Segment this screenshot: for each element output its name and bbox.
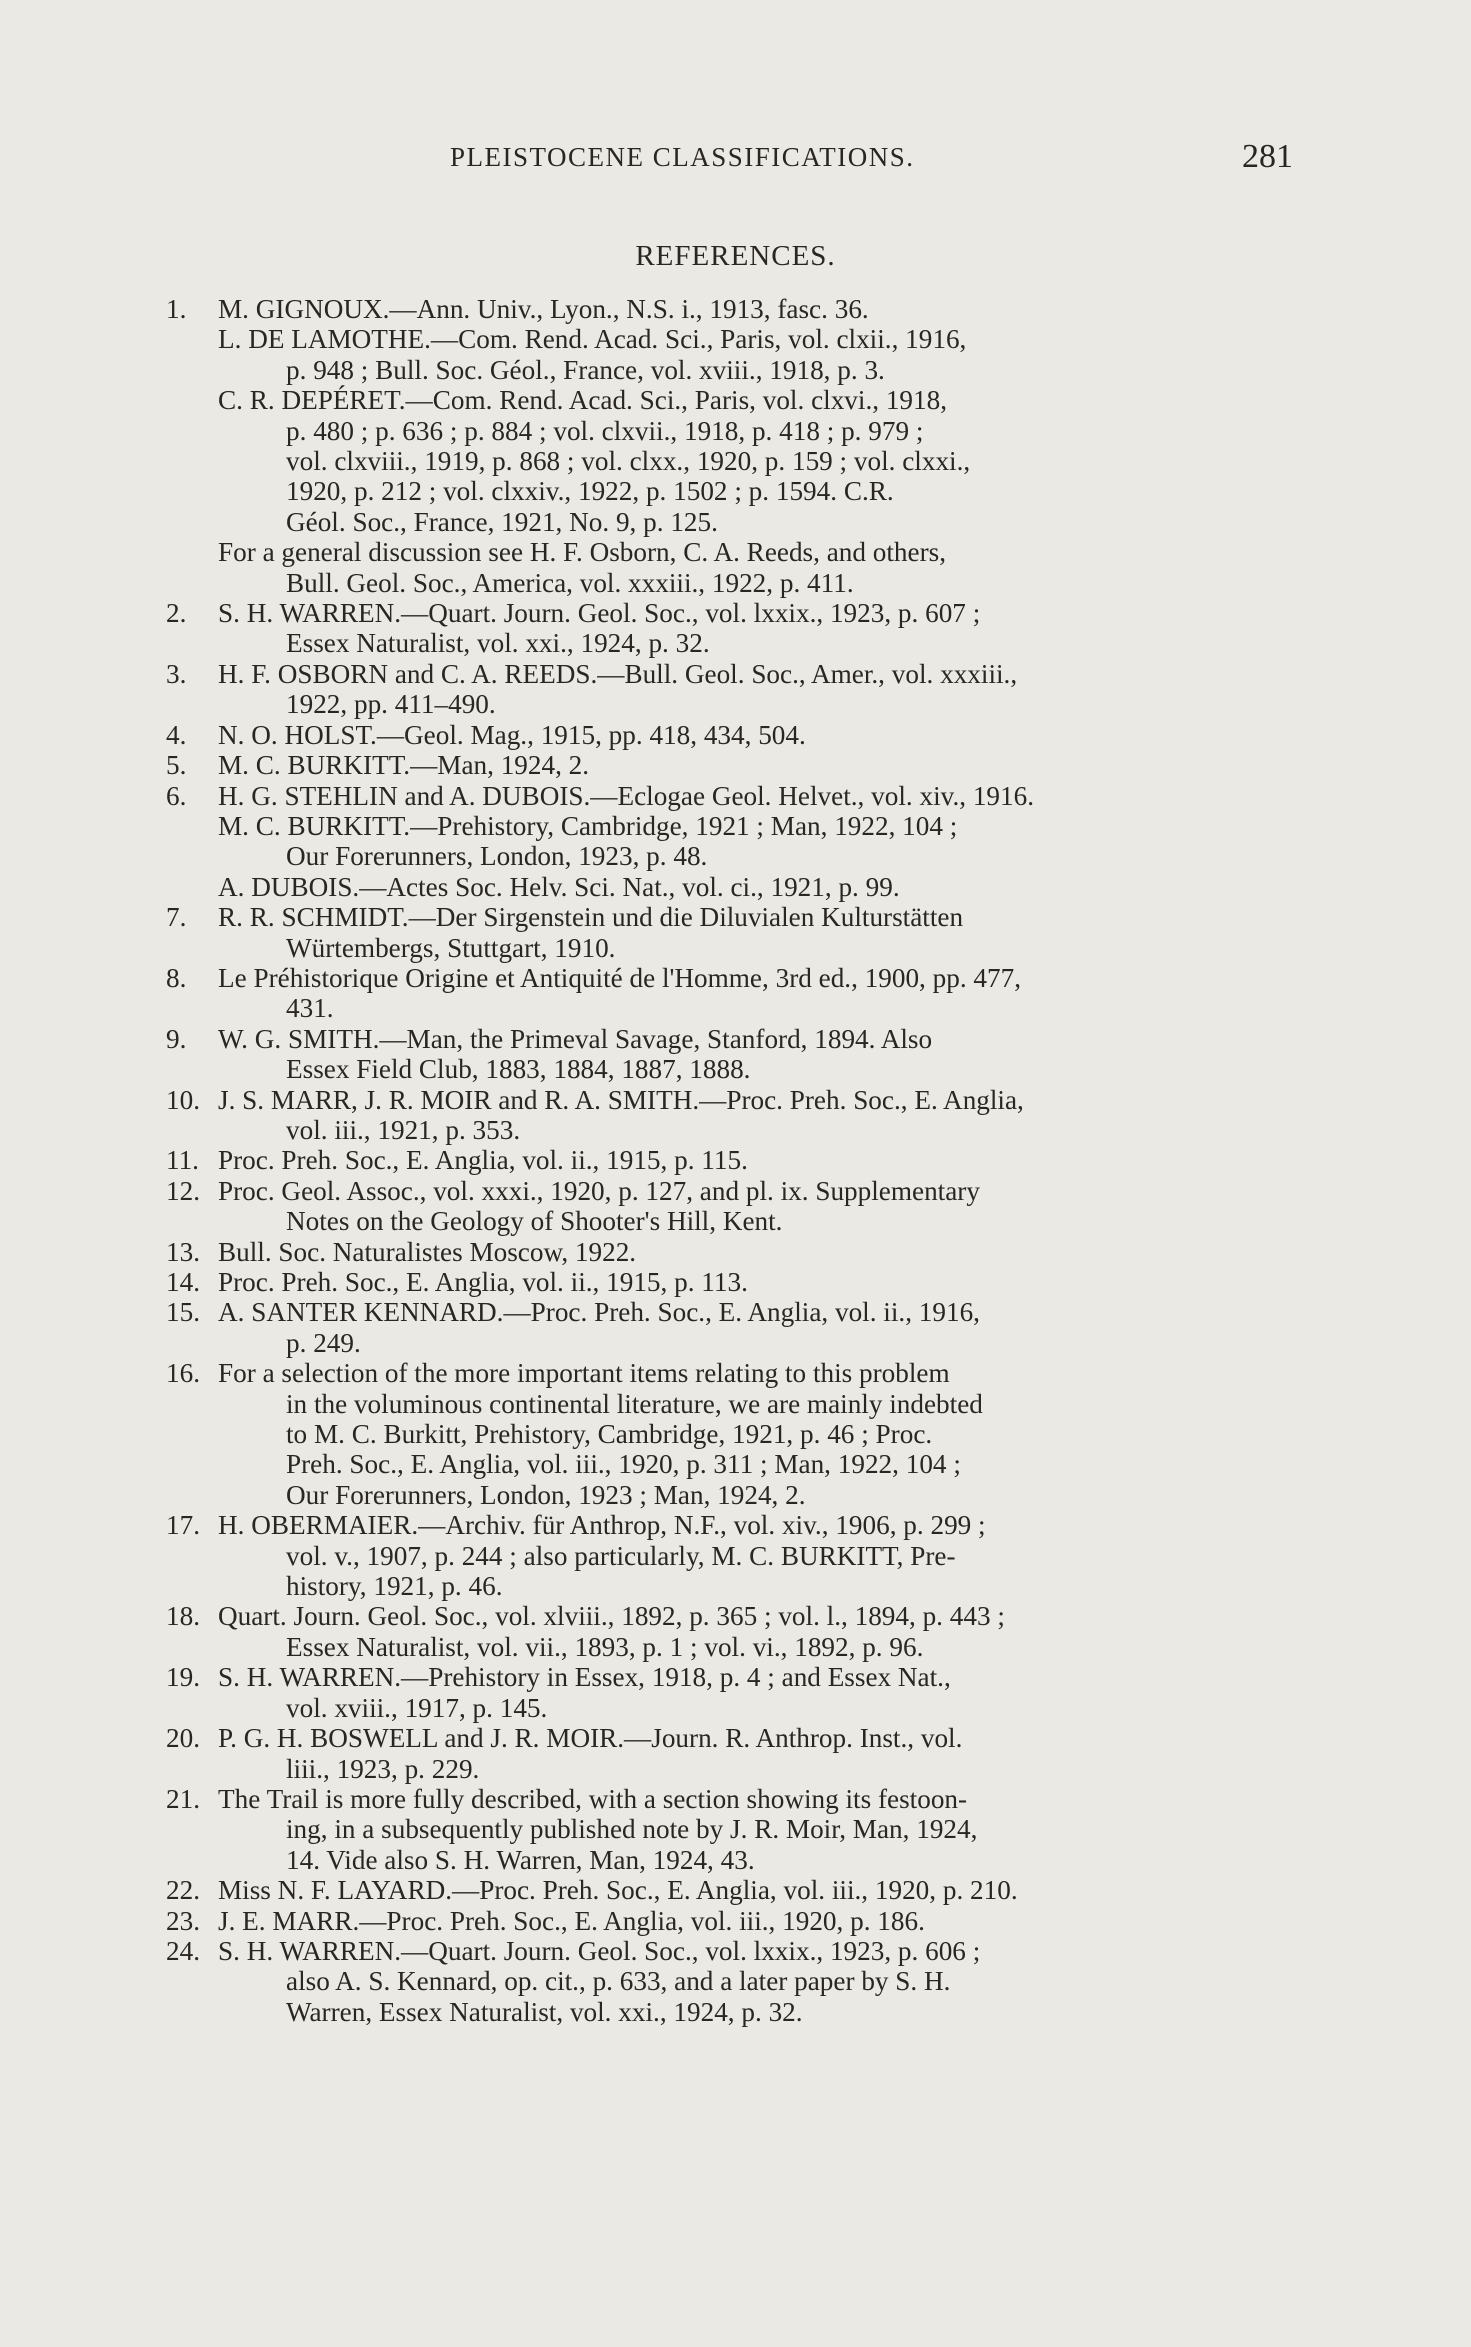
- reference-continuation-line: Würtembergs, Stuttgart, 1910.: [286, 932, 616, 963]
- reference-continuation-line: ing, in a subsequently published note by J. R. Moir, Man, 1924,: [286, 1814, 978, 1845]
- reference-entry: [166, 1085, 1296, 1146]
- reference-line: L. DE LAMOTHE.—Com. Rend. Acad. Sci., Paris, vol. clxii., 1916,: [218, 324, 967, 355]
- reference-line: For a general discussion see H. F. Osborn, C. A. Reeds, and others,: [218, 537, 947, 568]
- reference-line: W. G. SMITH.—Man, the Primeval Savage, Stanford, 1894. Also: [218, 1023, 933, 1054]
- reference-continuation-line: Essex Field Club, 1883, 1884, 1887, 1888.: [286, 1054, 751, 1085]
- reference-entry: [166, 1024, 1296, 1085]
- reference-continuation-line: Our Forerunners, London, 1923 ; Man, 1924, 2.: [286, 1479, 806, 1510]
- reference-entry: [166, 1176, 1296, 1237]
- reference-line: A. DUBOIS.—Actes Soc. Helv. Sci. Nat., vol. ci., 1921, p. 99.: [218, 871, 900, 902]
- reference-number: 16.: [166, 1358, 200, 1389]
- reference-number: 20.: [166, 1723, 200, 1754]
- reference-continuation-line: also A. S. Kennard, op. cit., p. 633, and a later paper by S. H.: [286, 1966, 951, 1997]
- reference-continuation-line: Bull. Geol. Soc., America, vol. xxxiii., 1922, p. 411.: [286, 567, 854, 598]
- reference-number: 24.: [166, 1935, 200, 1966]
- reference-number: 15.: [166, 1297, 200, 1328]
- reference-line: For a selection of the more important items relating to this problem: [218, 1358, 950, 1389]
- reference-continuation-line: in the voluminous continental literature, we are mainly indebted: [286, 1388, 983, 1419]
- reference-line: Bull. Soc. Naturalistes Moscow, 1922.: [218, 1236, 637, 1267]
- reference-continuation-line: vol. v., 1907, p. 244 ; also particularly, M. C. BURKITT, Pre-: [286, 1540, 956, 1571]
- reference-number: 23.: [166, 1905, 200, 1936]
- reference-number: 18.: [166, 1601, 200, 1632]
- reference-continuation-line: history, 1921, p. 46.: [286, 1571, 503, 1602]
- reference-number: 7.: [166, 902, 187, 933]
- reference-entry: [166, 1237, 1296, 1267]
- reference-line: M. GIGNOUX.—Ann. Univ., Lyon., N.S. i., 1913, fasc. 36.: [218, 294, 869, 324]
- reference-entry: [166, 1510, 1296, 1601]
- reference-entry: [166, 902, 1296, 963]
- reference-number: 4.: [166, 719, 187, 750]
- reference-line: S. H. WARREN.—Quart. Journ. Geol. Soc., vol. lxxix., 1923, p. 606 ;: [218, 1935, 981, 1966]
- reference-continuation-line: vol. clxviii., 1919, p. 868 ; vol. clxx., 1920, p. 159 ; vol. clxxi.,: [286, 446, 971, 477]
- reference-continuation-line: vol. xviii., 1917, p. 145.: [286, 1692, 548, 1723]
- reference-entry: [166, 720, 1296, 750]
- running-title: PLEISTOCENE CLASSIFICATIONS.: [450, 142, 915, 172]
- reference-line: C. R. DEPÉRET.—Com. Rend. Acad. Sci., Paris, vol. clxvi., 1918,: [218, 385, 948, 416]
- reference-continuation-line: 1922, pp. 411–490.: [286, 689, 496, 720]
- reference-continuation-line: Warren, Essex Naturalist, vol. xxi., 1924, p. 32.: [286, 1996, 803, 2027]
- reference-entry: [166, 1297, 1296, 1358]
- reference-line: The Trail is more fully described, with a section showing its festoon-: [218, 1783, 968, 1814]
- reference-entry: [166, 750, 1296, 780]
- reference-number: 17.: [166, 1510, 200, 1541]
- reference-continuation-line: Notes on the Geology of Shooter's Hill, Kent.: [286, 1206, 783, 1237]
- reference-number: 11.: [166, 1145, 199, 1176]
- reference-sub-entry: [166, 811, 1296, 872]
- reference-continuation-line: Our Forerunners, London, 1923, p. 48.: [286, 841, 708, 872]
- reference-number: 2.: [166, 598, 187, 629]
- reference-entry: [166, 1723, 1296, 1784]
- reference-line: S. H. WARREN.—Prehistory in Essex, 1918, p. 4 ; and Essex Nat.,: [218, 1662, 951, 1693]
- reference-number: 5.: [166, 750, 187, 781]
- references-list: [166, 294, 1296, 2027]
- reference-sub-entry: [166, 324, 1296, 385]
- reference-continuation-line: p. 948 ; Bull. Soc. Géol., France, vol. xviii., 1918, p. 3.: [286, 354, 885, 385]
- reference-line: Quart. Journ. Geol. Soc., vol. xlviii., 1892, p. 365 ; vol. l., 1894, p. 443 ;: [218, 1601, 1005, 1632]
- reference-line: J. E. MARR.—Proc. Preh. Soc., E. Anglia, vol. iii., 1920, p. 186.: [218, 1905, 925, 1936]
- reference-number: 9.: [166, 1023, 187, 1054]
- reference-entry: [166, 294, 1296, 324]
- reference-line: J. S. MARR, J. R. MOIR and R. A. SMITH.—Proc. Preh. Soc., E. Anglia,: [218, 1084, 1024, 1115]
- reference-line: N. O. HOLST.—Geol. Mag., 1915, pp. 418, 434, 504.: [218, 719, 806, 750]
- reference-continuation-line: Preh. Soc., E. Anglia, vol. iii., 1920, p. 311 ; Man, 1922, 104 ;: [286, 1449, 961, 1480]
- reference-entry: [166, 659, 1296, 720]
- reference-number: 22.: [166, 1875, 200, 1906]
- reference-entry: [166, 963, 1296, 1024]
- reference-entry: [166, 1601, 1296, 1662]
- reference-line: P. G. H. BOSWELL and J. R. MOIR.—Journ. R. Anthrop. Inst., vol.: [218, 1723, 963, 1754]
- reference-continuation-line: liii., 1923, p. 229.: [286, 1753, 480, 1784]
- reference-continuation-line: Essex Naturalist, vol. vii., 1893, p. 1 ; vol. vi., 1892, p. 96.: [286, 1631, 924, 1662]
- reference-line: A. SANTER KENNARD.—Proc. Preh. Soc., E. Anglia, vol. ii., 1916,: [218, 1297, 980, 1328]
- reference-number: 19.: [166, 1662, 200, 1693]
- reference-entry: [166, 1906, 1296, 1936]
- reference-continuation-line: 14. Vide also S. H. Warren, Man, 1924, 43.: [286, 1844, 755, 1875]
- reference-line: Le Préhistorique Origine et Antiquité de l'Homme, 3rd ed., 1900, pp. 477,: [218, 962, 1022, 993]
- page-number: 281: [1242, 138, 1293, 175]
- reference-continuation-line: p. 480 ; p. 636 ; p. 884 ; vol. clxvii., 1918, p. 418 ; p. 979 ;: [286, 415, 924, 446]
- reference-entry: [166, 1145, 1296, 1175]
- reference-sub-entry: [166, 872, 1296, 902]
- reference-line: Miss N. F. LAYARD.—Proc. Preh. Soc., E. Anglia, vol. iii., 1920, p. 210.: [218, 1875, 1018, 1906]
- reference-sub-entry: [166, 537, 1296, 598]
- reference-line: Proc. Preh. Soc., E. Anglia, vol. ii., 1915, p. 113.: [218, 1267, 748, 1297]
- reference-continuation-line: vol. iii., 1921, p. 353.: [286, 1114, 521, 1145]
- reference-entry: [166, 1784, 1296, 1875]
- reference-number: 3.: [166, 658, 187, 689]
- reference-continuation-line: Essex Naturalist, vol. xxi., 1924, p. 32.: [286, 628, 710, 659]
- reference-entry: [166, 1875, 1296, 1905]
- reference-entry: [166, 1662, 1296, 1723]
- reference-number: 13.: [166, 1236, 200, 1267]
- reference-number: 10.: [166, 1084, 200, 1115]
- reference-line: H. F. OSBORN and C. A. REEDS.—Bull. Geol. Soc., Amer., vol. xxxiii.,: [218, 658, 1018, 689]
- reference-continuation-line: to M. C. Burkitt, Prehistory, Cambridge, 1921, p. 46 ; Proc.: [286, 1419, 933, 1450]
- reference-line: M. C. BURKITT.—Prehistory, Cambridge, 1921 ; Man, 1922, 104 ;: [218, 810, 958, 841]
- reference-entry: [166, 781, 1296, 811]
- reference-continuation-line: 1920, p. 212 ; vol. clxxiv., 1922, p. 1502 ; p. 1594. C.R.: [286, 476, 894, 507]
- reference-line: H. OBERMAIER.—Archiv. für Anthrop, N.F., vol. xiv., 1906, p. 299 ;: [218, 1510, 986, 1541]
- reference-number: 1.: [166, 294, 187, 324]
- running-head: [450, 138, 1293, 182]
- reference-line: M. C. BURKITT.—Man, 1924, 2.: [218, 750, 590, 781]
- reference-entry: [166, 598, 1296, 659]
- reference-continuation-line: 431.: [286, 993, 334, 1024]
- reference-line: Proc. Preh. Soc., E. Anglia, vol. ii., 1915, p. 115.: [218, 1145, 748, 1176]
- reference-line: S. H. WARREN.—Quart. Journ. Geol. Soc., vol. lxxix., 1923, p. 607 ;: [218, 598, 981, 629]
- reference-number: 21.: [166, 1783, 200, 1814]
- reference-entry: [166, 1267, 1296, 1297]
- reference-line: R. R. SCHMIDT.—Der Sirgenstein und die Diluvialen Kulturstätten: [218, 902, 964, 933]
- reference-number: 8.: [166, 962, 187, 993]
- reference-entry: [166, 1936, 1296, 2027]
- reference-line: Proc. Geol. Assoc., vol. xxxi., 1920, p. 127, and pl. ix. Supplementary: [218, 1175, 980, 1206]
- reference-continuation-line: Géol. Soc., France, 1921, No. 9, p. 125.: [286, 506, 718, 537]
- reference-number: 6.: [166, 780, 187, 811]
- reference-sub-entry: [166, 385, 1296, 537]
- reference-continuation-line: p. 249.: [286, 1327, 361, 1358]
- reference-entry: [166, 1358, 1296, 1510]
- reference-number: 12.: [166, 1175, 200, 1206]
- references-heading: REFERENCES.: [635, 240, 836, 272]
- reference-number: 14.: [166, 1267, 200, 1297]
- reference-line: H. G. STEHLIN and A. DUBOIS.—Eclogae Geol. Helvet., vol. xiv., 1916.: [218, 780, 1035, 811]
